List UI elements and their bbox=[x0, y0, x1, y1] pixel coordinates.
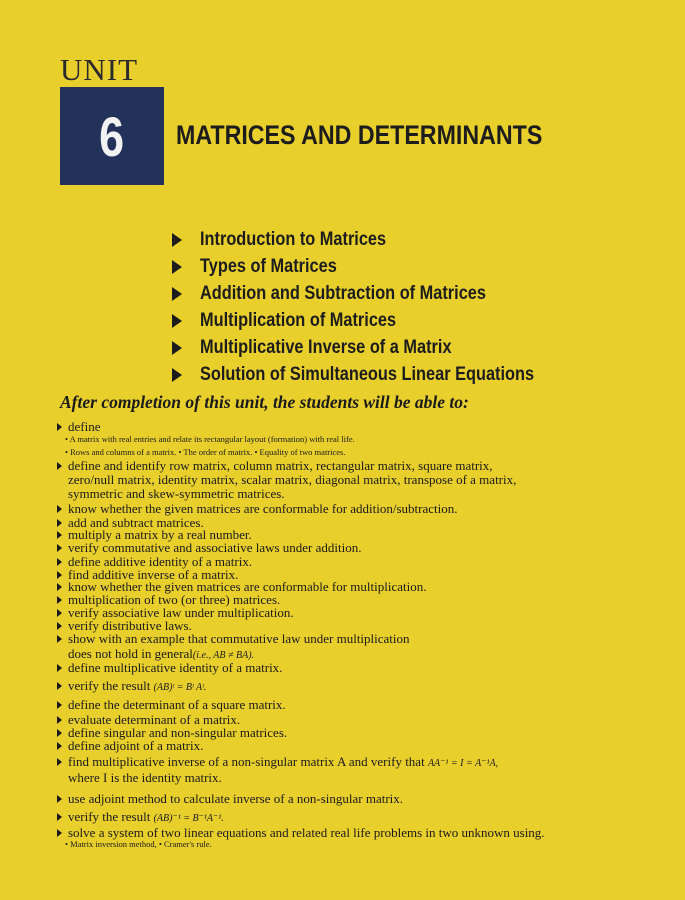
outcome-line bbox=[57, 739, 203, 752]
triangle-bullet-icon bbox=[57, 758, 62, 766]
outcome-text: add and subtract matrices. bbox=[68, 515, 204, 530]
outcome-text: show with an example that commutative law under multiplication bbox=[68, 631, 410, 646]
triangle-bullet-icon bbox=[57, 742, 62, 750]
outcome-text: know whether the given matrices are conformable for addition/subtraction. bbox=[68, 501, 458, 516]
triangle-bullet-icon bbox=[57, 571, 62, 579]
triangle-bullet-icon bbox=[57, 701, 62, 709]
outcome-text: where I is the identity matrix. bbox=[68, 770, 222, 785]
outcome-line bbox=[57, 679, 206, 694]
outcome-text: multiply a matrix by a real number. bbox=[68, 527, 252, 542]
triangle-bullet-icon bbox=[57, 622, 62, 630]
outcome-text: verify the result bbox=[68, 678, 154, 693]
outcome-line bbox=[57, 420, 100, 433]
topic-item bbox=[172, 226, 588, 253]
outcome-text: • Rows and columns of a matrix. • The order of matrix. • Equality of two matrices. bbox=[65, 447, 346, 457]
topic-text: Multiplication of Matrices bbox=[200, 309, 397, 331]
outcome-text: define singular and non-singular matrices. bbox=[68, 725, 288, 740]
outcome-text: verify commutative and associative laws under addition. bbox=[68, 540, 362, 555]
outcome-text: define additive identity of a matrix. bbox=[68, 554, 253, 569]
outcome-text: solve a system of two linear equations and related real life problems in two unknown using. bbox=[68, 825, 545, 840]
outcome-line bbox=[57, 459, 493, 472]
outcome-text: know whether the given matrices are conformable for multiplication. bbox=[68, 579, 427, 594]
outcome-text: • A matrix with real entries and relate its rectangular layout (formation) with real life. bbox=[65, 434, 355, 444]
topic-item bbox=[172, 307, 588, 334]
outcome-text: find additive inverse of a matrix. bbox=[68, 567, 239, 582]
arrow-bullet-icon bbox=[172, 368, 182, 382]
triangle-bullet-icon bbox=[57, 462, 62, 470]
topic-item bbox=[172, 280, 588, 307]
outcome-line bbox=[57, 792, 403, 805]
unit-title: MATRICES AND DETERMINANTS bbox=[176, 120, 543, 150]
triangle-bullet-icon bbox=[57, 583, 62, 591]
outcome-subline bbox=[65, 433, 355, 446]
outcome-text: define bbox=[68, 419, 101, 434]
outcome-text: • Matrix inversion method, • Cramer's rule. bbox=[65, 839, 212, 849]
outcome-text: zero/null matrix, identity matrix, scalar matrix, diagonal matrix, transpose of a matrix, bbox=[68, 472, 517, 487]
outcome-text: verify the result bbox=[68, 809, 154, 824]
math-expression: AA⁻¹ = I = A⁻¹A, bbox=[427, 758, 499, 769]
outcome-line bbox=[68, 473, 516, 486]
triangle-bullet-icon bbox=[57, 635, 62, 643]
outcome-text: multiplication of two (or three) matrices. bbox=[68, 592, 281, 607]
topic-item bbox=[172, 361, 588, 388]
intro-text: After completion of this unit, the students will be able to: bbox=[60, 392, 469, 412]
triangle-bullet-icon bbox=[57, 596, 62, 604]
outcome-subline bbox=[65, 838, 212, 851]
outcome-line bbox=[57, 541, 362, 554]
unit-number-box bbox=[60, 87, 164, 185]
arrow-bullet-icon bbox=[172, 260, 182, 274]
outcome-text: define the determinant of a square matrix. bbox=[68, 697, 286, 712]
outcome-line bbox=[57, 502, 458, 515]
outcome-line bbox=[57, 755, 498, 770]
topic-item bbox=[172, 334, 588, 361]
triangle-bullet-icon bbox=[57, 682, 62, 690]
triangle-bullet-icon bbox=[57, 423, 62, 431]
outcome-line bbox=[57, 810, 224, 825]
triangle-bullet-icon bbox=[57, 729, 62, 737]
triangle-bullet-icon bbox=[57, 558, 62, 566]
arrow-bullet-icon bbox=[172, 314, 182, 328]
math-expression: (AB)ᵗ = Bᵗ Aᵗ. bbox=[153, 682, 207, 693]
triangle-bullet-icon bbox=[57, 716, 62, 724]
topic-item bbox=[172, 253, 588, 280]
topic-text: Multiplicative Inverse of a Matrix bbox=[200, 336, 452, 358]
math-expression: (i.e., AB ≠ BA). bbox=[192, 650, 255, 661]
triangle-bullet-icon bbox=[57, 531, 62, 539]
unit-label: UNIT bbox=[60, 52, 139, 87]
topic-text: Addition and Subtraction of Matrices bbox=[200, 282, 486, 304]
outcome-text: find multiplicative inverse of a non-singular matrix A and verify that bbox=[68, 754, 428, 769]
triangle-bullet-icon bbox=[57, 829, 62, 837]
outcome-text: symmetric and skew-symmetric matrices. bbox=[68, 486, 285, 501]
triangle-bullet-icon bbox=[57, 664, 62, 672]
outcome-text: define adjoint of a matrix. bbox=[68, 738, 204, 753]
topic-text: Types of Matrices bbox=[200, 255, 337, 277]
outcome-line bbox=[68, 771, 222, 784]
unit-number: 6 bbox=[99, 104, 125, 168]
outcome-text: define multiplicative identity of a matrix. bbox=[68, 660, 283, 675]
outcome-line bbox=[57, 698, 286, 711]
outcome-text: verify associative law under multiplication. bbox=[68, 605, 294, 620]
outcome-text: does not hold in general bbox=[68, 646, 193, 661]
arrow-bullet-icon bbox=[172, 233, 182, 247]
outcome-text: verify distributive laws. bbox=[68, 618, 192, 633]
triangle-bullet-icon bbox=[57, 813, 62, 821]
triangle-bullet-icon bbox=[57, 609, 62, 617]
triangle-bullet-icon bbox=[57, 519, 62, 527]
triangle-bullet-icon bbox=[57, 544, 62, 552]
arrow-bullet-icon bbox=[172, 287, 182, 301]
outcome-line bbox=[57, 632, 410, 645]
topic-text: Solution of Simultaneous Linear Equations bbox=[200, 363, 535, 385]
math-expression: (AB)⁻¹ = B⁻¹A⁻¹. bbox=[153, 813, 224, 824]
topic-list bbox=[172, 226, 588, 388]
triangle-bullet-icon bbox=[57, 795, 62, 803]
outcome-line bbox=[68, 487, 285, 500]
triangle-bullet-icon bbox=[57, 505, 62, 513]
outcome-text: define and identify row matrix, column matrix, rectangular matrix, square matrix, bbox=[68, 458, 493, 473]
outcome-text: use adjoint method to calculate inverse of a non-singular matrix. bbox=[68, 791, 404, 806]
outcome-line bbox=[57, 661, 282, 674]
outcome-text: evaluate determinant of a matrix. bbox=[68, 712, 241, 727]
arrow-bullet-icon bbox=[172, 341, 182, 355]
topic-text: Introduction to Matrices bbox=[200, 228, 387, 250]
